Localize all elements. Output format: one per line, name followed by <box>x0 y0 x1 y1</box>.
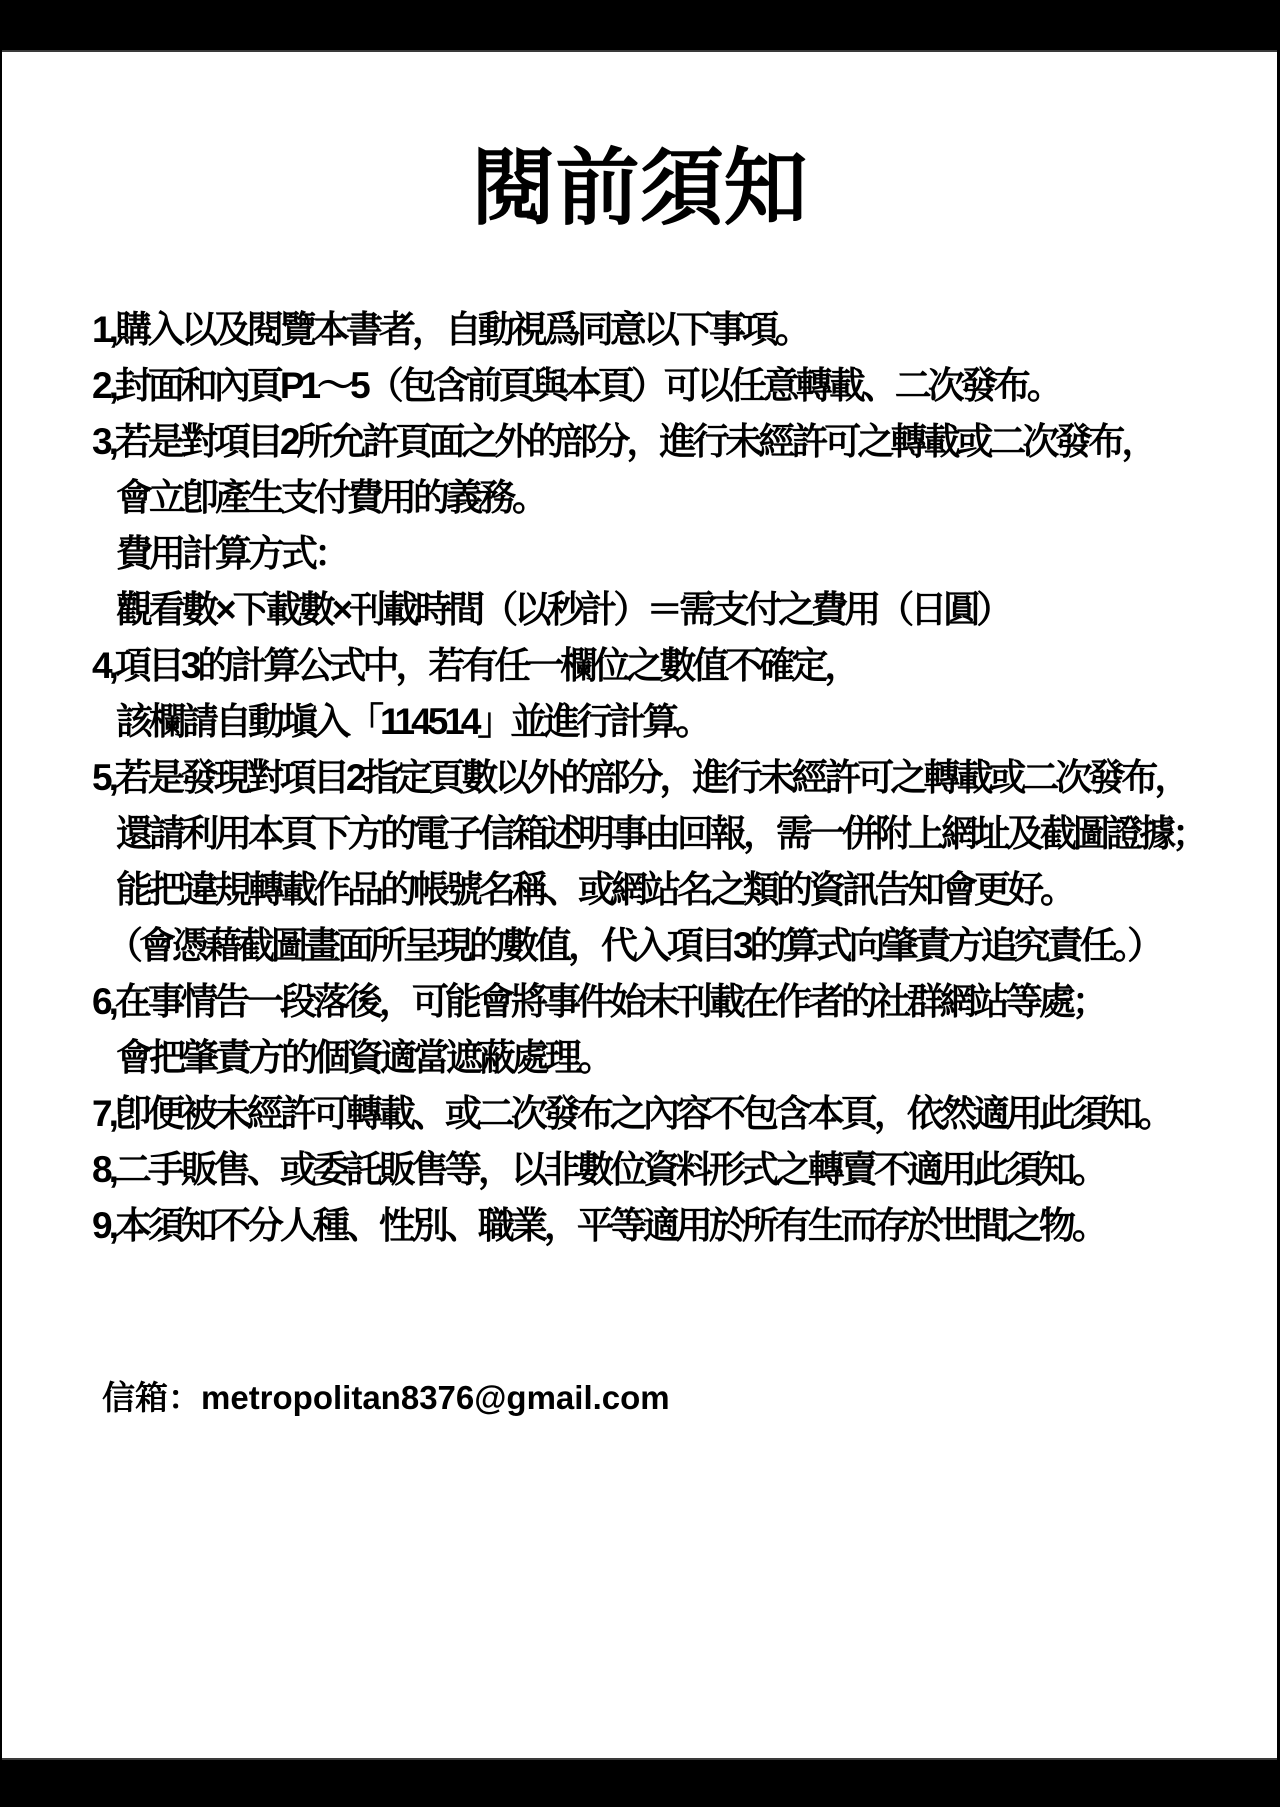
contact-email: 信箱：metropolitan8376@gmail.com <box>102 1379 670 1416</box>
notice-line-5: 費用計算方式： <box>116 533 347 574</box>
notice-line-2: 2,封面和內頁P1～5（包含前頁與本頁）可以任意轉載、二次發布。 <box>92 365 1060 406</box>
notice-line-6: 觀看數×下載數×刊載時間（以秒計）＝需支付之費用（日圓） <box>116 589 1010 630</box>
page-title: 閱前須知 <box>471 141 808 236</box>
top-black-bar <box>2 0 1277 52</box>
notice-line-16: 8,二手販售、或委託販售等，以非數位資料形式之轉賣不適用此須知。 <box>92 1149 1105 1190</box>
notice-line-1: 1,購入以及閱覽本書者，自動視爲同意以下事項。 <box>92 309 808 350</box>
notice-line-3: 3,若是對項目2所允許頁面之外的部分，進行未經許可之轉載或二次發布， <box>92 421 1155 462</box>
notice-line-10: 還請利用本頁下方的電子信箱述明事由回報，需一併附上網址及截圖證據； <box>116 813 1205 854</box>
notice-list <box>92 302 1257 1254</box>
notice-line-14: 會把肇責方的個資適當遮蔽處理。 <box>116 1037 611 1078</box>
notice-line-8: 該欄請自動塡入「114514」並進行計算。 <box>116 701 709 742</box>
notice-line-11: 能把違規轉載作品的帳號名稱、或網站名之類的資訊告知會更好。 <box>116 869 1073 910</box>
notice-line-13: 6,在事情告一段落後，可能會將事件始末刊載在作者的社群網站等處； <box>92 981 1105 1022</box>
notice-line-4: 會立卽產生支付費用的義務。 <box>116 477 545 518</box>
notice-line-12: （會憑藉截圖畫面所呈現的數值，代入項目3的算式向肇責方追究責任。） <box>106 925 1161 966</box>
notice-line-17: 9,本須知不分人種、性別、職業，平等適用於所有生而存於世間之物。 <box>92 1205 1105 1246</box>
notice-line-9: 5,若是發現對項目2指定頁數以外的部分，進行未經許可之轉載或二次發布， <box>92 757 1188 798</box>
bottom-black-bar <box>2 1758 1277 1807</box>
notice-line-15: 7,卽便被未經許可轉載、或二次發布之內容不包含本頁，依然適用此須知。 <box>92 1093 1171 1134</box>
notice-line-7: 4,項目3的計算公式中，若有任一欄位之數值不確定， <box>92 645 858 686</box>
